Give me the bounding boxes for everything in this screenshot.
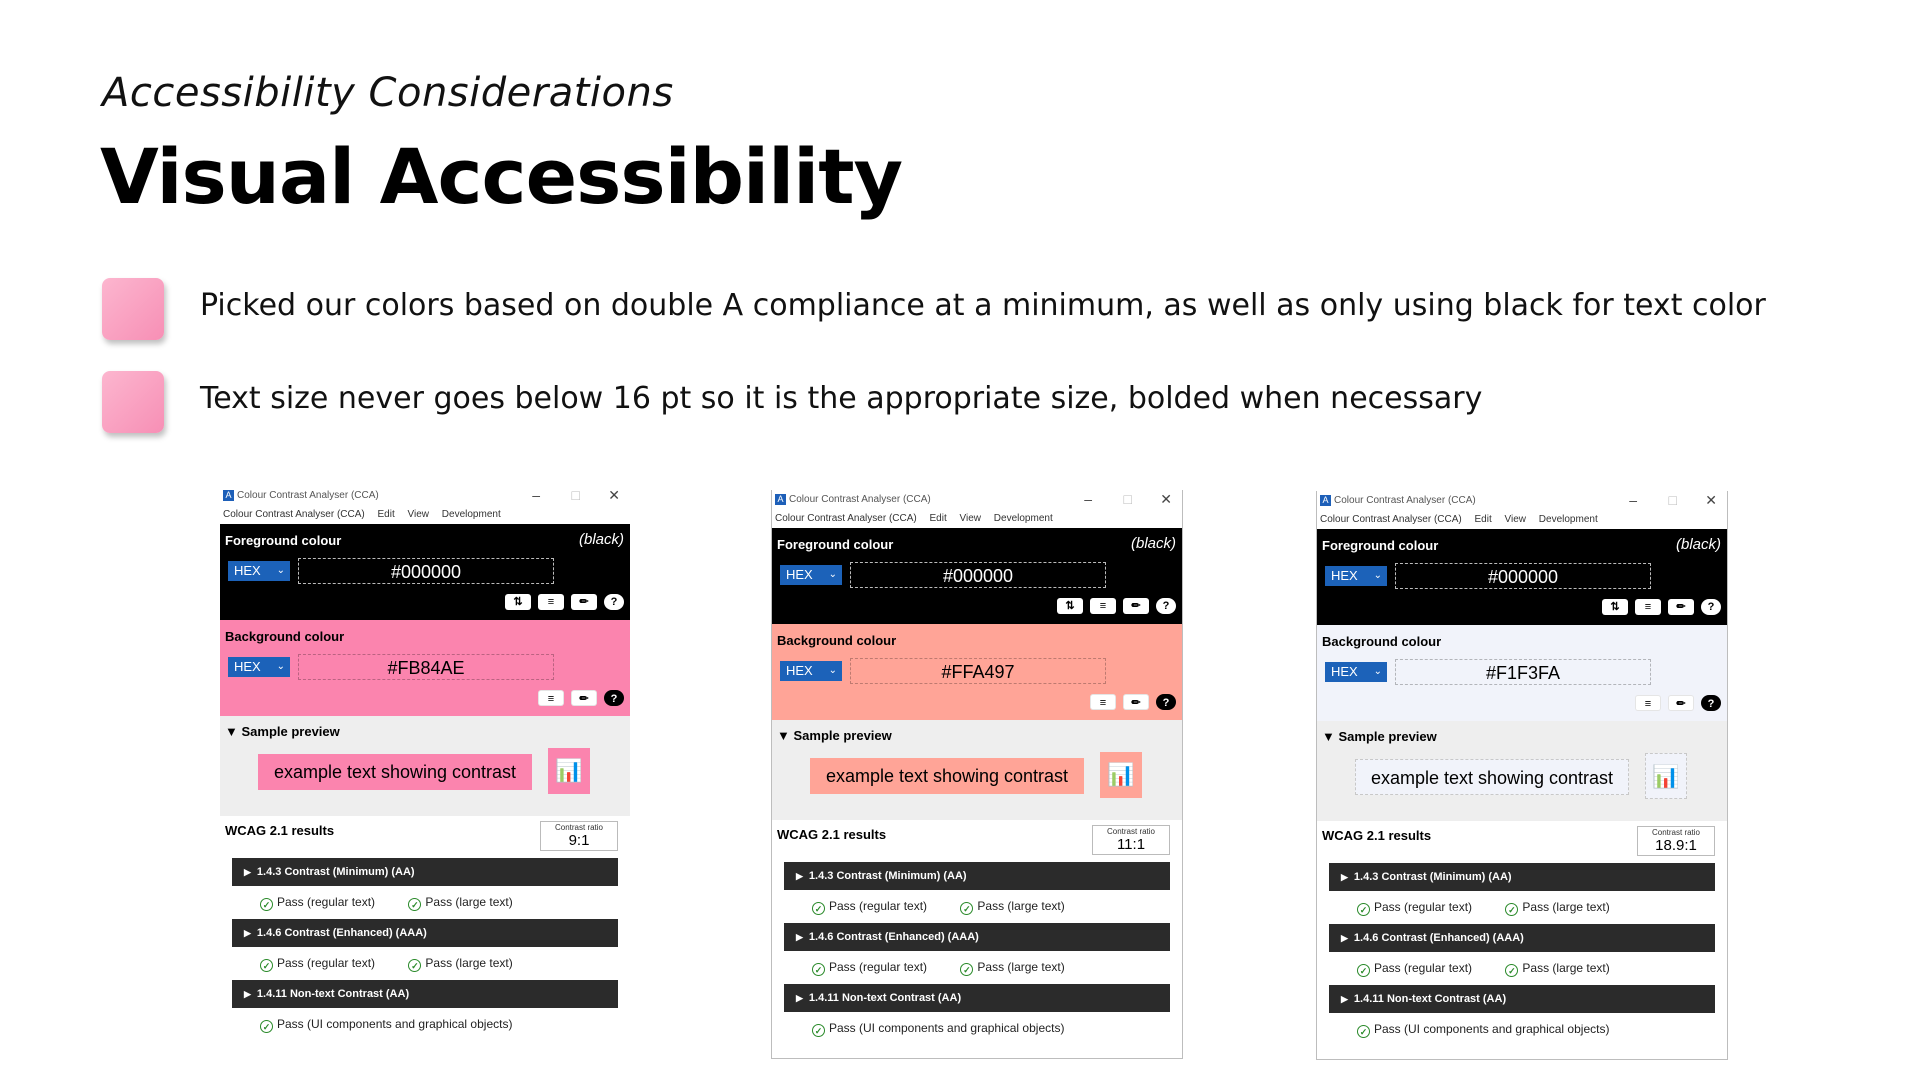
cca-window-1 xyxy=(220,486,630,1054)
expand-triangle-icon: ▶ xyxy=(244,867,251,877)
pass-large-text xyxy=(408,956,512,972)
chevron-down-icon: ⌄ xyxy=(276,661,285,672)
menu-item-app[interactable]: Colour Contrast Analyser (CCA) xyxy=(223,509,365,520)
eyedropper-icon[interactable]: ✏ xyxy=(1668,695,1694,711)
pass-label: Pass (large text) xyxy=(977,960,1065,974)
pass-large-text xyxy=(960,960,1064,976)
eyedropper-icon[interactable]: ✏ xyxy=(1123,598,1149,614)
foreground-format-select[interactable] xyxy=(780,565,842,585)
expand-triangle-icon: ▶ xyxy=(796,932,803,942)
background-hex-input[interactable]: #FFA497 xyxy=(850,658,1106,684)
pass-regular-text xyxy=(260,956,375,972)
close-button[interactable]: ✕ xyxy=(1705,492,1717,508)
window-title: Colour Contrast Analyser (CCA) xyxy=(1334,495,1476,506)
chevron-down-icon: ⌄ xyxy=(1373,666,1382,677)
sample-preview-section xyxy=(772,720,1182,820)
check-circle-icon: ✓ xyxy=(260,1020,273,1033)
swap-icon[interactable]: ⇅ xyxy=(1602,599,1628,615)
chevron-down-icon: ⌄ xyxy=(828,665,837,676)
close-button[interactable]: ✕ xyxy=(608,487,620,503)
check-circle-icon: ✓ xyxy=(960,963,973,976)
criterion-1-4-11-results xyxy=(1357,1022,1639,1038)
pass-regular-text xyxy=(1357,961,1472,977)
sliders-icon[interactable]: ≡ xyxy=(1090,694,1116,710)
foreground-hex-input[interactable]: #000000 xyxy=(298,558,554,584)
contrast-ratio-box xyxy=(540,821,618,851)
minimize-button[interactable]: – xyxy=(1629,492,1637,508)
pass-label: Pass (large text) xyxy=(425,895,513,909)
sample-preview-label: Sample preview xyxy=(793,728,892,743)
help-icon[interactable]: ? xyxy=(1156,694,1176,710)
foreground-section xyxy=(1317,529,1727,625)
check-circle-icon: ✓ xyxy=(960,902,973,915)
background-section xyxy=(220,620,630,716)
criterion-1-4-6-results xyxy=(1357,961,1640,977)
eyedropper-icon[interactable]: ✏ xyxy=(1668,599,1694,615)
check-circle-icon: ✓ xyxy=(812,1024,825,1037)
menu-bar xyxy=(1317,511,1727,529)
menu-bar xyxy=(220,506,630,524)
check-circle-icon: ✓ xyxy=(1357,903,1370,916)
foreground-format-select[interactable] xyxy=(1325,566,1387,586)
foreground-label: Foreground colour xyxy=(225,533,342,548)
criterion-1-4-3-results xyxy=(260,895,543,911)
background-section xyxy=(1317,625,1727,721)
format-select-label: HEX xyxy=(786,567,813,582)
menu-item-edit[interactable]: Edit xyxy=(929,513,947,524)
foreground-tools xyxy=(1602,599,1721,615)
menu-item-app[interactable]: Colour Contrast Analyser (CCA) xyxy=(775,513,917,524)
menu-item-view[interactable]: View xyxy=(407,509,430,520)
menu-item-view[interactable]: View xyxy=(1504,514,1527,525)
background-hex-input[interactable]: #FB84AE xyxy=(298,654,554,680)
sliders-icon[interactable]: ≡ xyxy=(538,594,564,610)
background-hex-input[interactable]: #F1F3FA xyxy=(1395,659,1651,685)
contrast-ratio-label: Contrast ratio xyxy=(1106,827,1156,836)
chevron-down-icon: ⌄ xyxy=(1373,570,1382,581)
criterion-label: 1.4.6 Contrast (Enhanced) (AAA) xyxy=(808,931,979,943)
criterion-label: 1.4.3 Contrast (Minimum) (AA) xyxy=(256,866,415,878)
pass-regular-text xyxy=(1357,900,1472,916)
criterion-1-4-11-results xyxy=(812,1021,1094,1037)
menu-item-development[interactable]: Development xyxy=(993,513,1053,524)
sliders-icon[interactable]: ≡ xyxy=(1635,599,1661,615)
help-icon[interactable]: ? xyxy=(604,690,624,706)
help-icon[interactable]: ? xyxy=(1701,599,1721,615)
menu-item-edit[interactable]: Edit xyxy=(377,509,395,520)
wcag-results-section xyxy=(220,816,630,1054)
preview-text-box: example text showing contrast xyxy=(258,754,532,790)
cca-window-2 xyxy=(771,490,1183,1059)
pass-label: Pass (UI components and graphical objects) xyxy=(277,1017,513,1031)
contrast-ratio-value: 11:1 xyxy=(1116,836,1146,853)
criterion-1-4-6[interactable] xyxy=(232,919,618,947)
wcag-results-section xyxy=(772,820,1182,1058)
criterion-label: 1.4.3 Contrast (Minimum) (AA) xyxy=(1353,871,1512,883)
criterion-1-4-3-results xyxy=(812,899,1095,915)
format-select-label: HEX xyxy=(234,563,261,578)
chart-icon[interactable]: 📊 xyxy=(1100,752,1142,798)
swap-icon[interactable]: ⇅ xyxy=(1057,598,1083,614)
chevron-down-icon: ⌄ xyxy=(276,565,285,576)
format-select-label: HEX xyxy=(1331,664,1358,679)
minimize-button[interactable]: – xyxy=(1084,491,1092,507)
maximize-button[interactable]: □ xyxy=(571,487,580,503)
pass-large-text xyxy=(1505,900,1609,916)
menu-item-development[interactable]: Development xyxy=(441,509,501,520)
window-titlebar xyxy=(220,486,630,506)
sample-preview-section xyxy=(220,716,630,816)
foreground-colour-name: (black) xyxy=(578,531,624,548)
check-circle-icon: ✓ xyxy=(1505,964,1518,977)
cca-window-3 xyxy=(1316,491,1728,1060)
maximize-button[interactable]: □ xyxy=(1123,491,1132,507)
menu-item-development[interactable]: Development xyxy=(1538,514,1598,525)
close-button[interactable]: ✕ xyxy=(1160,491,1172,507)
expand-triangle-icon: ▶ xyxy=(796,871,803,881)
contrast-ratio-box xyxy=(1637,826,1715,856)
criterion-1-4-3[interactable] xyxy=(1329,863,1715,891)
criterion-label: 1.4.11 Non-text Contrast (AA) xyxy=(808,992,962,1004)
pass-regular-text xyxy=(260,895,375,911)
sliders-icon[interactable]: ≡ xyxy=(1090,598,1116,614)
background-format-select[interactable] xyxy=(1325,662,1387,682)
pass-large-text xyxy=(408,895,512,911)
background-label: Background colour xyxy=(1322,634,1442,649)
background-label: Background colour xyxy=(777,633,897,648)
pass-regular-text xyxy=(812,899,927,915)
contrast-ratio-label: Contrast ratio xyxy=(554,823,604,832)
criterion-label: 1.4.6 Contrast (Enhanced) (AAA) xyxy=(1353,932,1524,944)
foreground-hex-input[interactable]: #000000 xyxy=(1395,563,1651,589)
pass-label: Pass (large text) xyxy=(1522,961,1610,975)
sample-preview-label: Sample preview xyxy=(1338,729,1437,744)
background-format-select[interactable] xyxy=(780,661,842,681)
background-section xyxy=(772,624,1182,720)
background-format-select[interactable] xyxy=(228,657,290,677)
background-tools xyxy=(1090,694,1176,710)
pass-label: Pass (large text) xyxy=(977,899,1065,913)
window-titlebar xyxy=(1317,491,1727,511)
pass-label: Pass (regular text) xyxy=(277,895,376,909)
preview-text-box: example text showing contrast xyxy=(810,758,1084,794)
minimize-button[interactable]: – xyxy=(532,487,540,503)
background-tools xyxy=(538,690,624,706)
pass-label: Pass (regular text) xyxy=(277,956,376,970)
format-select-label: HEX xyxy=(786,663,813,678)
pass-label: Pass (UI components and graphical objects) xyxy=(1374,1022,1610,1036)
check-circle-icon: ✓ xyxy=(408,898,421,911)
criterion-1-4-6[interactable] xyxy=(784,923,1170,951)
chart-icon[interactable]: 📊 xyxy=(548,748,590,794)
pass-regular-text xyxy=(812,960,927,976)
pass-label: Pass (large text) xyxy=(1522,900,1610,914)
criterion-1-4-11[interactable] xyxy=(784,984,1170,1012)
sample-preview-toggle[interactable]: ▼ Sample preview xyxy=(777,728,892,743)
help-icon[interactable]: ? xyxy=(1701,695,1721,711)
bullet-marker-2 xyxy=(102,371,164,433)
menu-bar xyxy=(772,510,1182,528)
bullet-text-1: Picked our colors based on double A compliance at a minimum, as well as only using black for text color xyxy=(200,288,1766,323)
contrast-ratio-value: 18.9:1 xyxy=(1655,837,1697,854)
foreground-label: Foreground colour xyxy=(777,537,894,552)
cca-app-icon: A xyxy=(223,490,234,501)
criterion-1-4-6[interactable] xyxy=(1329,924,1715,952)
help-icon[interactable]: ? xyxy=(604,594,624,610)
eyedropper-icon[interactable]: ✏ xyxy=(571,690,597,706)
expand-triangle-icon: ▶ xyxy=(244,989,251,999)
pass-large-text xyxy=(1505,961,1609,977)
format-select-label: HEX xyxy=(1331,568,1358,583)
expand-triangle-icon: ▶ xyxy=(244,928,251,938)
cca-app-icon: A xyxy=(775,494,786,505)
contrast-ratio-label: Contrast ratio xyxy=(1651,828,1701,837)
criterion-1-4-6-results xyxy=(260,956,543,972)
pass-label: Pass (regular text) xyxy=(829,899,928,913)
criterion-label: 1.4.11 Non-text Contrast (AA) xyxy=(256,988,410,1000)
foreground-section xyxy=(772,528,1182,624)
wcag-results-label: WCAG 2.1 results xyxy=(225,823,335,838)
check-circle-icon: ✓ xyxy=(1505,903,1518,916)
chart-icon[interactable]: 📊 xyxy=(1645,753,1687,799)
foreground-section xyxy=(220,524,630,620)
eyedropper-icon[interactable]: ✏ xyxy=(571,594,597,610)
contrast-ratio-box xyxy=(1092,825,1170,855)
pass-label: Pass (large text) xyxy=(425,956,513,970)
wcag-results-label: WCAG 2.1 results xyxy=(1322,828,1432,843)
criterion-label: 1.4.11 Non-text Contrast (AA) xyxy=(1353,993,1507,1005)
sliders-icon[interactable]: ≡ xyxy=(538,690,564,706)
menu-item-view[interactable]: View xyxy=(959,513,982,524)
check-circle-icon: ✓ xyxy=(260,959,273,972)
criterion-1-4-11[interactable] xyxy=(232,980,618,1008)
window-titlebar xyxy=(772,490,1182,510)
maximize-button[interactable]: □ xyxy=(1668,492,1677,508)
check-circle-icon: ✓ xyxy=(1357,1025,1370,1038)
pass-large-text xyxy=(960,899,1064,915)
pass-ui-components xyxy=(260,1017,512,1033)
criterion-label: 1.4.6 Contrast (Enhanced) (AAA) xyxy=(256,927,427,939)
contrast-ratio-value: 9:1 xyxy=(568,832,590,849)
check-circle-icon: ✓ xyxy=(260,898,273,911)
foreground-tools xyxy=(1057,598,1176,614)
pass-ui-components xyxy=(1357,1022,1609,1038)
criterion-label: 1.4.3 Contrast (Minimum) (AA) xyxy=(808,870,967,882)
pass-ui-components xyxy=(812,1021,1064,1037)
check-circle-icon: ✓ xyxy=(1357,964,1370,977)
bullet-text-2: Text size never goes below 16 pt so it is the appropriate size, bolded when necessary xyxy=(200,381,1483,416)
expand-triangle-icon: ▶ xyxy=(1341,994,1348,1004)
cca-app-icon: A xyxy=(1320,495,1331,506)
foreground-hex-input[interactable]: #000000 xyxy=(850,562,1106,588)
wcag-results-section xyxy=(1317,821,1727,1059)
foreground-label: Foreground colour xyxy=(1322,538,1439,553)
expand-triangle-icon: ▶ xyxy=(1341,933,1348,943)
pass-label: Pass (regular text) xyxy=(1374,900,1473,914)
pass-label: Pass (UI components and graphical objects) xyxy=(829,1021,1065,1035)
sample-preview-label: Sample preview xyxy=(241,724,340,739)
menu-item-edit[interactable]: Edit xyxy=(1474,514,1492,525)
expand-triangle-icon: ▶ xyxy=(1341,872,1348,882)
menu-item-app[interactable]: Colour Contrast Analyser (CCA) xyxy=(1320,514,1462,525)
window-title: Colour Contrast Analyser (CCA) xyxy=(789,494,931,505)
sample-preview-toggle[interactable]: ▼ Sample preview xyxy=(1322,729,1437,744)
expand-triangle-icon: ▶ xyxy=(796,993,803,1003)
page-title: Visual Accessibility xyxy=(100,132,903,221)
criterion-1-4-6-results xyxy=(812,960,1095,976)
foreground-format-select[interactable] xyxy=(228,561,290,581)
format-select-label: HEX xyxy=(234,659,261,674)
foreground-colour-name: (black) xyxy=(1675,536,1721,553)
criterion-1-4-3-results xyxy=(1357,900,1640,916)
pass-label: Pass (regular text) xyxy=(829,960,928,974)
criterion-1-4-3[interactable] xyxy=(232,858,618,886)
wcag-results-label: WCAG 2.1 results xyxy=(777,827,887,842)
check-circle-icon: ✓ xyxy=(812,902,825,915)
check-circle-icon: ✓ xyxy=(812,963,825,976)
foreground-tools xyxy=(505,594,624,610)
eyedropper-icon[interactable]: ✏ xyxy=(1123,694,1149,710)
criterion-1-4-11-results xyxy=(260,1017,542,1033)
foreground-colour-name: (black) xyxy=(1130,535,1176,552)
background-label: Background colour xyxy=(225,629,345,644)
background-tools xyxy=(1635,695,1721,711)
sliders-icon[interactable]: ≡ xyxy=(1635,695,1661,711)
window-title: Colour Contrast Analyser (CCA) xyxy=(237,490,379,501)
preview-text-box: example text showing contrast xyxy=(1355,759,1629,795)
swap-icon[interactable]: ⇅ xyxy=(505,594,531,610)
bullet-marker-1 xyxy=(102,278,164,340)
check-circle-icon: ✓ xyxy=(408,959,421,972)
sample-preview-section xyxy=(1317,721,1727,821)
pass-label: Pass (regular text) xyxy=(1374,961,1473,975)
criterion-1-4-11[interactable] xyxy=(1329,985,1715,1013)
sample-preview-toggle[interactable]: ▼ Sample preview xyxy=(225,724,340,739)
criterion-1-4-3[interactable] xyxy=(784,862,1170,890)
chevron-down-icon: ⌄ xyxy=(828,569,837,580)
help-icon[interactable]: ? xyxy=(1156,598,1176,614)
page-subtitle: Accessibility Considerations xyxy=(102,70,674,116)
